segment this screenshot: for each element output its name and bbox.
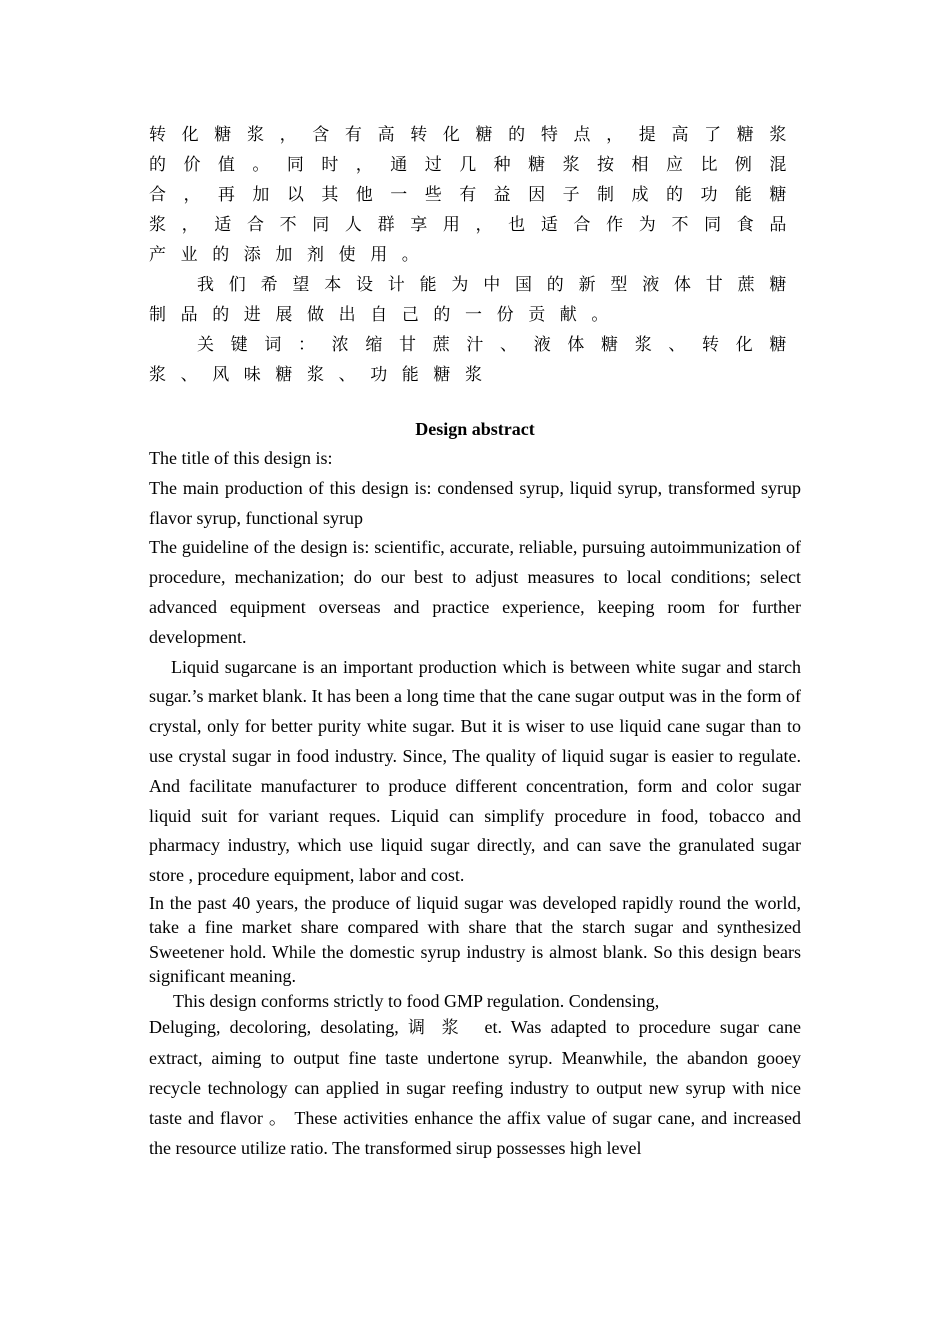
deluging-start: Deluging, decoloring, desolating, xyxy=(149,1017,399,1038)
chinese-paragraph-2: 我们希望本设计能为中国的新型液体甘蔗糖制品的进展做出自己的一份贡献。 xyxy=(149,275,801,325)
abstract-production: The main production of this design is: condensed syrup, liquid syrup, transformed syrup flavor syrup, functional syrup xyxy=(149,477,801,528)
abstract-title-line: The title of this design is: xyxy=(149,448,333,468)
deluging-cjk: 调浆 xyxy=(407,1018,476,1039)
chinese-paragraph-1: 转化糖浆，含有高转化糖的特点，提高了糖浆的价值。同时，通过几种糖浆按相应比例混合，再加以其他一些有益因子制成的功能糖浆，适合不同人群享用，也适合作为不同食品产业的添加剂使用。 xyxy=(149,125,801,265)
chinese-keywords: 关键词：浓缩甘蔗汁、液体糖浆、转化糖浆、风味糖浆、功能糖浆 xyxy=(149,335,801,385)
abstract-liquid-paragraph: Liquid sugarcane is an important production which is between white sugar and starch sugar.’s market blank. It has been a long time that the cane sugar output was in the form of crystal, only for better purity white sugar. But it is wiser to use liquid cane sugar than to use crystal sugar in food industry. Since, The quality of liquid sugar is easier to regulate. And facilitate manufacturer to produce different concentration, form and color sugar liquid suit for variant reques. Liquid can simplify procedure in food, tobacco and pharmacy industry, which use liquid sugar directly, and can save the granulated sugar store , procedure equipment, labor and cost. xyxy=(149,656,801,886)
abstract-heading: Design abstract xyxy=(415,419,535,439)
abstract-past-paragraph: In the past 40 years, the produce of liquid sugar was developed rapidly round the world, take a fine market share compared with share that the starch sugar and synthesized Sweetener hold. While the domestic syrup industry is almost blank. So this design bears significant meaning. xyxy=(149,892,801,987)
abstract-guideline: The guideline of the design is: scientific, accurate, reliable, pursuing autoimmunization of procedure, mechanization; do our best to adjust measures to local conditions; select advanced equipment overseas and practice experience, keeping room for further development. xyxy=(149,537,801,647)
abstract-deluging-paragraph xyxy=(149,1013,801,1163)
abstract-gmp-line: This design conforms strictly to food GMP regulation. Condensing, xyxy=(173,990,660,1011)
deluging-rest: et. Was adapted to procedure sugar cane extract, aiming to output fine taste undertone syrup. Meanwhile, the abandon gooey recycle technology can applied in sugar reefing industry to output new syrup with nice taste and flavor 。 These activities enhance the affix value of sugar cane, and increased the resource utilize ratio. The transformed sirup possesses high level xyxy=(149,1017,802,1158)
document-body xyxy=(149,120,801,1163)
